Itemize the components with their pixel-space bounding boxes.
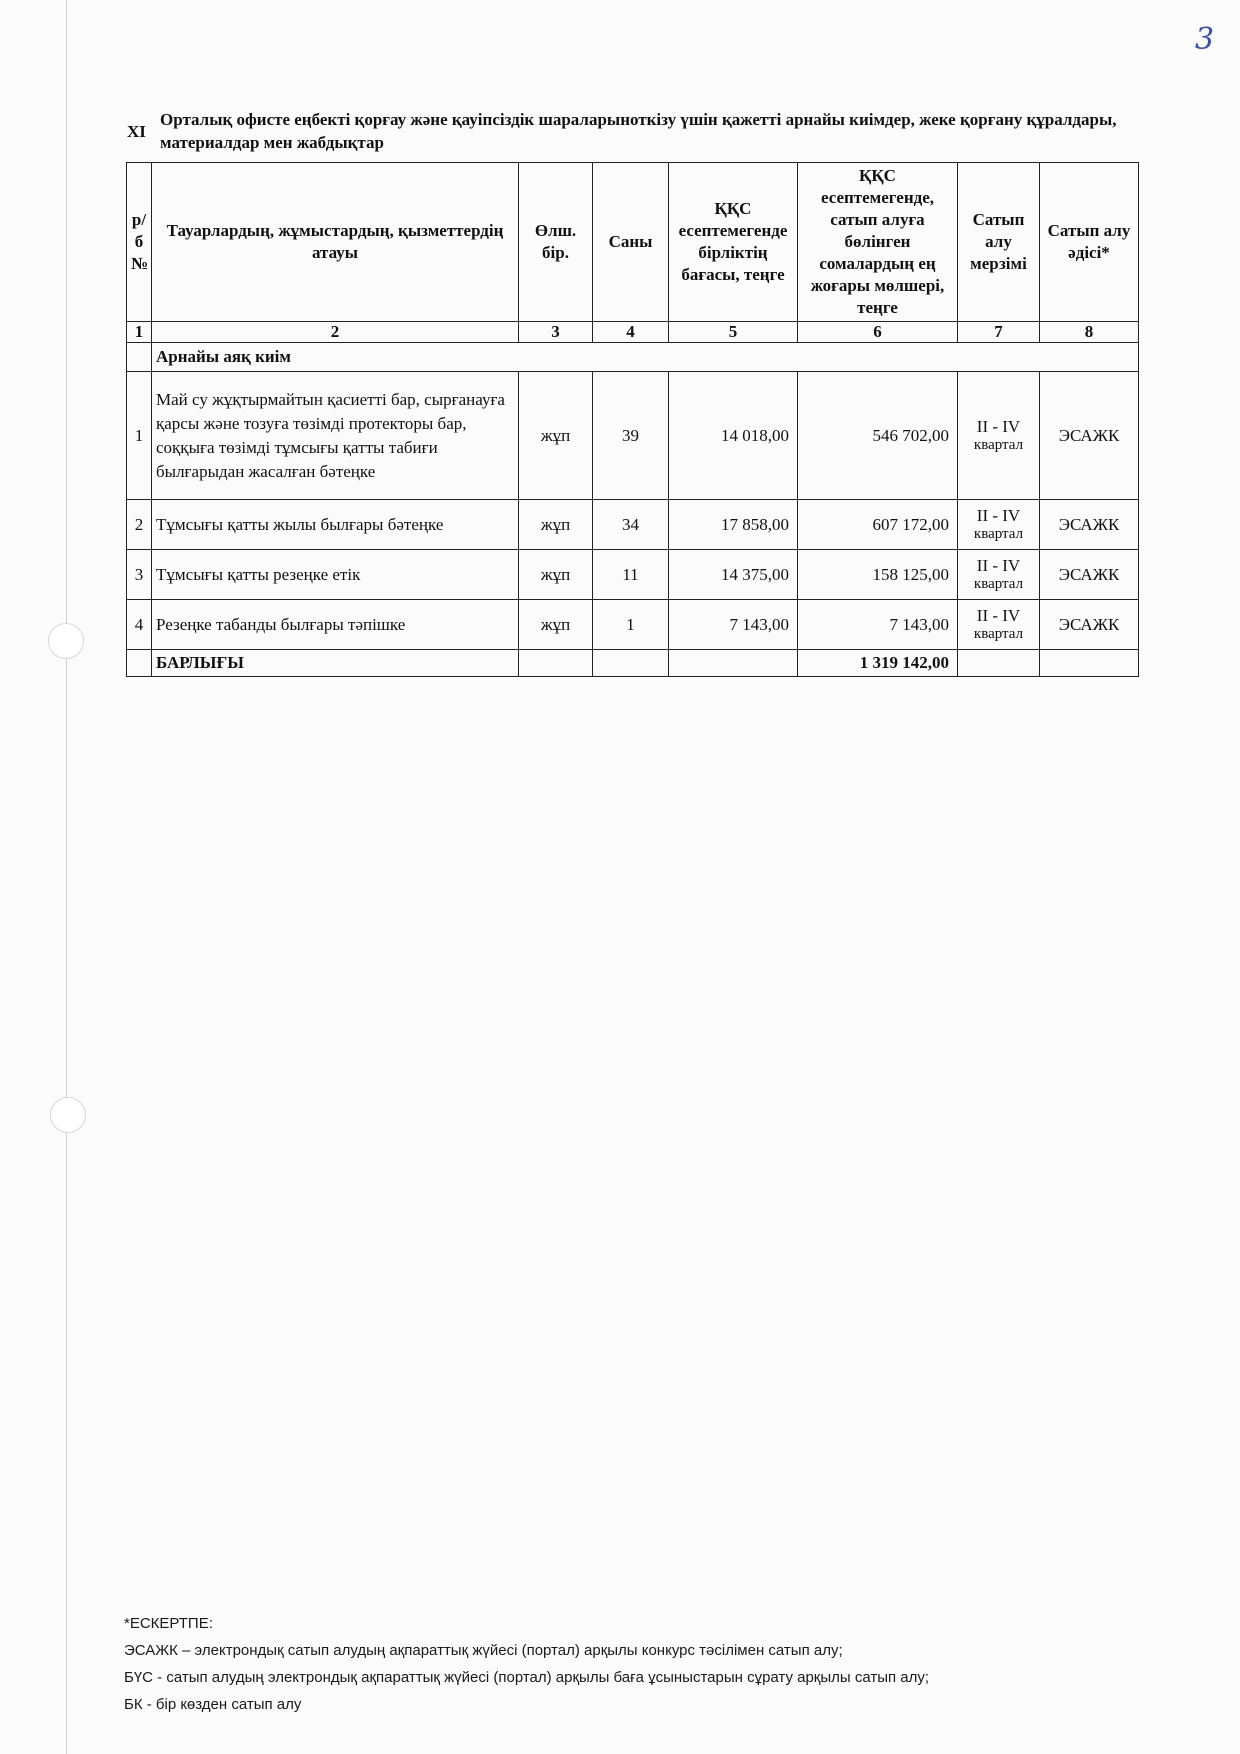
footnote-line: БК - бір көзден сатып алу — [124, 1696, 302, 1713]
row-name: Резеңке табанды былғары тәпішке — [152, 600, 519, 650]
table-row — [127, 550, 1139, 600]
row-qty: 1 — [593, 600, 669, 650]
category-label: Арнайы аяқ киім — [152, 343, 1139, 372]
row-amount: 607 172,00 — [798, 500, 958, 550]
handwritten-page-number: 3 — [1195, 22, 1215, 57]
column-number: 7 — [958, 322, 1040, 343]
row-price: 17 858,00 — [669, 500, 798, 550]
col-header-qty: Саны — [593, 163, 669, 322]
col-header-name: Тауарлардың, жұмыстардың, қызметтердің атауы — [152, 163, 519, 322]
section-title: Орталық офисте еңбекті қорғау және қауіпсіздік шараларыноткізу үшін қажетті арнайы киімдер, жеке қорғану құралдары, материалдар мен жабдықтар — [160, 110, 1117, 152]
column-number: 6 — [798, 322, 958, 343]
row-num: 3 — [127, 550, 152, 600]
row-unit: жұп — [519, 500, 593, 550]
row-method: ЭСАЖК — [1040, 500, 1139, 550]
row-qty: 39 — [593, 372, 669, 500]
row-qty: 11 — [593, 550, 669, 600]
total-amount: 1 319 142,00 — [798, 650, 958, 677]
margin-line — [66, 0, 67, 1754]
row-price: 14 018,00 — [669, 372, 798, 500]
footnote-heading: *ЕСКЕРТПЕ: — [124, 1615, 213, 1632]
footnote — [124, 1610, 929, 1718]
row-unit: жұп — [519, 372, 593, 500]
row-method: ЭСАЖК — [1040, 372, 1139, 500]
col-header-unit: Өлш. бір. — [519, 163, 593, 322]
procurement-table — [126, 162, 1139, 677]
table-row — [127, 500, 1139, 550]
row-amount: 546 702,00 — [798, 372, 958, 500]
footnote-line: ЭСАЖК – электрондық сатып алудың ақпараттық жүйесі (портал) арқылы конкурс тәсілімен сатып алу; — [124, 1642, 843, 1659]
total-row — [127, 650, 1139, 677]
column-number-row — [127, 322, 1139, 343]
row-period: II - IV квартал — [958, 550, 1040, 600]
punch-hole-lower — [50, 1097, 86, 1133]
punch-hole-upper — [48, 623, 84, 659]
row-price: 14 375,00 — [669, 550, 798, 600]
column-number: 5 — [669, 322, 798, 343]
row-period: II - IV квартал — [958, 600, 1040, 650]
row-num: 1 — [127, 372, 152, 500]
row-amount: 158 125,00 — [798, 550, 958, 600]
row-name: Тұмсығы қатты жылы былғары бәтеңке — [152, 500, 519, 550]
column-number: 8 — [1040, 322, 1139, 343]
row-num: 4 — [127, 600, 152, 650]
header-row — [127, 163, 1139, 322]
row-name: Тұмсығы қатты резеңке етік — [152, 550, 519, 600]
row-method: ЭСАЖК — [1040, 550, 1139, 600]
row-unit: жұп — [519, 550, 593, 600]
column-number: 1 — [127, 322, 152, 343]
column-number: 2 — [152, 322, 519, 343]
row-amount: 7 143,00 — [798, 600, 958, 650]
section-number: XI — [127, 122, 146, 141]
footnote-line: БҮС - сатып алудың электрондық ақпараттық жүйесі (портал) арқылы баға ұсыныстарын сұрату арқылы сатып алу; — [124, 1669, 930, 1686]
col-header-price: ҚҚС есептемегенде бірліктің бағасы, теңге — [669, 163, 798, 322]
row-price: 7 143,00 — [669, 600, 798, 650]
row-period: II - IV квартал — [958, 500, 1040, 550]
row-qty: 34 — [593, 500, 669, 550]
row-method: ЭСАЖК — [1040, 600, 1139, 650]
table-row — [127, 600, 1139, 650]
row-num: 2 — [127, 500, 152, 550]
category-row — [127, 343, 1139, 372]
table-row — [127, 372, 1139, 500]
col-header-period: Сатып алу мерзімі — [958, 163, 1040, 322]
col-header-method: Сатып алу әдісі* — [1040, 163, 1139, 322]
row-period: II - IV квартал — [958, 372, 1040, 500]
col-header-num: р/б № — [127, 163, 152, 322]
column-number: 4 — [593, 322, 669, 343]
column-number: 3 — [519, 322, 593, 343]
row-name: Май су жұқтырмайтын қасиетті бар, сырғанауға қарсы және тозуға төзімді протекторы бар, соққыға төзімді тұмсығы қатты табиғи былғарыдан жасалған бәтеңке — [152, 372, 519, 500]
col-header-amount: ҚҚС есептемегенде, сатып алуға бөлінген сомалардың ең жоғары мөлшері, теңге — [798, 163, 958, 322]
total-label: БАРЛЫҒЫ — [152, 650, 519, 677]
row-unit: жұп — [519, 600, 593, 650]
